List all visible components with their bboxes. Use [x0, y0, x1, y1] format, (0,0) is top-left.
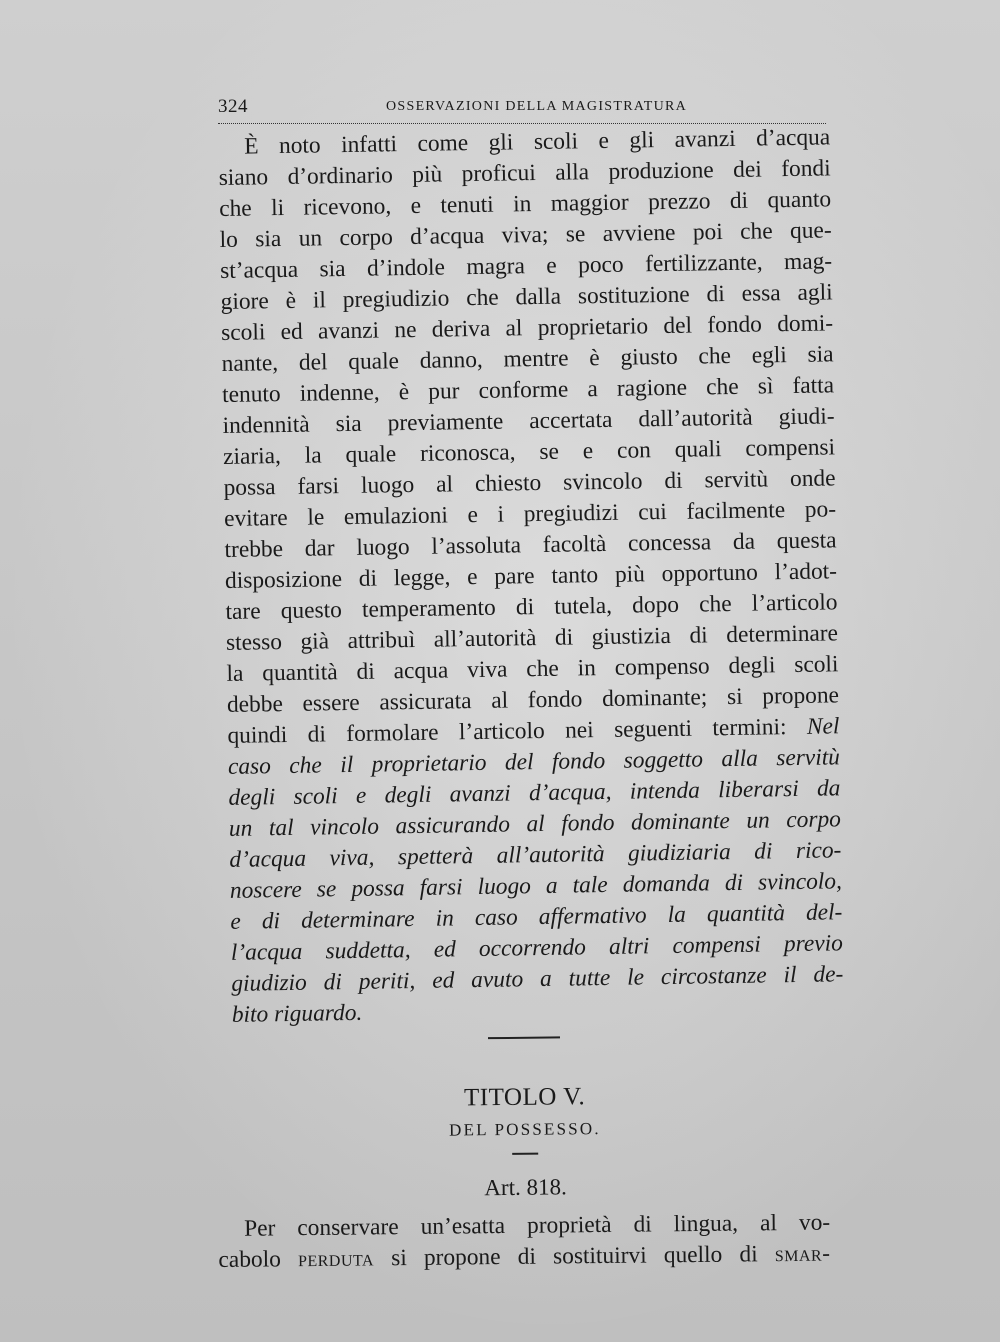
mixed-italic: Nel	[806, 713, 840, 740]
body-line: nante, del quale danno, mentre è giusto che egli sia	[221, 341, 834, 377]
mixed-roman: quindi di formolare l’articolo nei seguenti termini:	[227, 713, 808, 749]
body-line: disposizione di legge, e pare tanto più opportuno l’adot-	[224, 558, 838, 594]
tail-roman-1: cabolo	[218, 1246, 299, 1273]
section-heading	[218, 1034, 832, 1206]
italic-line: un tal vincolo assicurando al fondo dominante un corpo	[228, 806, 842, 842]
italic-line: l’acqua suddetta, ed occorrendo altri compensi previo	[230, 930, 844, 966]
body-line: È noto infatti come gli scoli e gli avanzi d’acqua	[244, 124, 831, 160]
body-line: st’acqua sia d’indole magra e poco fertilizzante, mag-	[219, 248, 833, 284]
page-header	[218, 96, 826, 126]
short-divider	[512, 1153, 538, 1155]
body-line: che li ricevono, e tenuti in maggior prezzo di quanto	[219, 186, 832, 222]
body-line: la quantità di acqua viva che in compenso degli scoli	[226, 651, 839, 687]
article-heading: Art. 818.	[484, 1174, 567, 1201]
body-line: ziaria, la quale riconosca, se e con quali compensi	[222, 434, 836, 470]
body-line: stesso già attribuì all’autorità di giustizia di determinare	[225, 620, 839, 656]
body-line: lo sia un corpo d’acqua viva; se avviene poi che que-	[219, 217, 832, 253]
tail-text	[218, 1208, 831, 1276]
italic-line: caso che il proprietario del fondo soggetto alla servitù	[227, 744, 841, 780]
body-line: possa farsi luogo al chiesto svincolo di servitù onde	[223, 465, 836, 501]
body-line: tenuto indenne, è pur conforme a ragione che sì fatta	[221, 372, 835, 408]
section-subtitle: DEL POSSESSO.	[448, 1118, 601, 1140]
italic-line: e di determinare in caso affermativo la quantità del-	[230, 899, 843, 935]
italic-line: giudizio di periti, ed avuto a tutte le circostanze il de-	[231, 961, 844, 997]
tail-smallcaps-1: perduta	[297, 1245, 375, 1273]
body-line: trebbe dar luogo l’assoluta facoltà concessa da questa	[224, 527, 837, 563]
tail-line-mixed	[218, 1239, 830, 1276]
body-line: giore è il pregiudizio che dalla sostituzione di essa agli	[220, 279, 833, 315]
section-divider	[488, 1036, 560, 1039]
body-line: indennità sia previamente accertata dall’autorità giudi-	[222, 403, 835, 439]
running-title: OSSERVAZIONI DELLA MAGISTRATURA	[386, 99, 688, 114]
body-line: tare questo temperamento di tutela, dopo che l’articolo	[225, 589, 838, 625]
italic-line: d’acqua viva, spetterà all’autorità giudiziaria di rico-	[229, 837, 842, 873]
body-line: siano d’ordinario più proficui alla produzione dei fondi	[218, 155, 831, 191]
body-line: evitare le emulazioni e i pregiudizi cui facilmente po-	[223, 496, 837, 532]
tail-roman-2: si propone di sostituirvi quello di	[373, 1241, 775, 1272]
page-number: 324	[218, 96, 248, 117]
italic-line: bito riguardo.	[231, 999, 363, 1028]
italic-line: noscere se possa farsi luogo a tale domanda di svincolo,	[229, 868, 843, 904]
tail-smallcaps-2: smar-	[774, 1240, 831, 1268]
body-line: debbe essere assicurata al fondo dominante; si propone	[226, 682, 840, 718]
italic-line: degli scoli e degli avanzi d’acqua, intenda liberarsi da	[228, 775, 841, 811]
body-text	[218, 122, 844, 1031]
tail-line: Per conservare un’esatta proprietà di lingua, al vo-	[244, 1209, 831, 1242]
body-line: scoli ed avanzi ne deriva al proprietario del fondo domi-	[220, 310, 834, 346]
section-title: TITOLO V.	[463, 1083, 586, 1112]
